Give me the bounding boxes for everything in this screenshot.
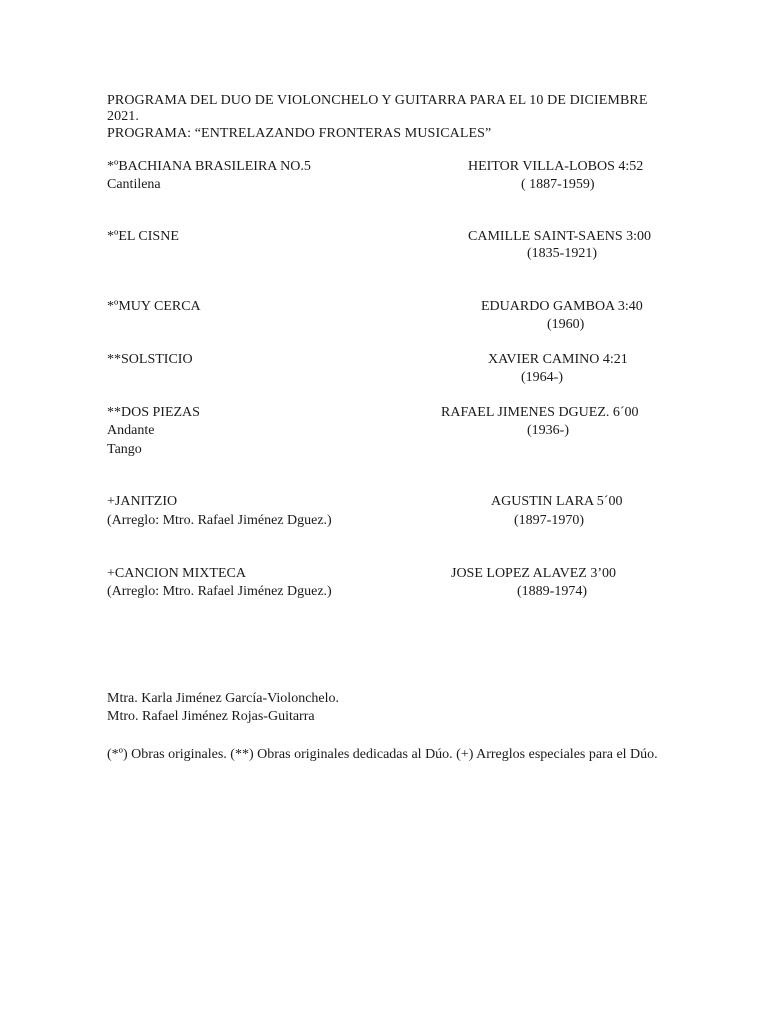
piece-composer: XAVIER CAMINO 4:21 <box>488 352 628 367</box>
piece-years: (1936-) <box>527 423 569 438</box>
piece-composer: HEITOR VILLA-LOBOS 4:52 <box>468 159 644 174</box>
piece-composer: EDUARDO GAMBOA 3:40 <box>481 299 643 314</box>
piece-subtitle: Andante <box>107 423 155 438</box>
piece-subtitle-2: Tango <box>107 442 142 457</box>
piece-title: *ºMUY CERCA <box>107 299 201 314</box>
piece-years: (1960) <box>547 317 585 332</box>
piece-years: ( 1887-1959) <box>521 177 595 192</box>
performer-line-1: Mtra. Karla Jiménez García-Violonchelo. <box>107 691 340 706</box>
piece-composer: CAMILLE SAINT-SAENS 3:00 <box>468 229 652 244</box>
piece-title: *ºBACHIANA BRASILEIRA NO.5 <box>107 159 311 174</box>
piece-composer: RAFAEL JIMENES DGUEZ. 6´00 <box>441 405 639 420</box>
piece-title: +JANITZIO <box>107 494 178 509</box>
piece-title: **SOLSTICIO <box>107 352 193 367</box>
program-title: PROGRAMA: “ENTRELAZANDO FRONTERAS MUSICALES” <box>107 126 492 141</box>
piece-years: (1889-1974) <box>517 584 587 599</box>
piece-subtitle: (Arreglo: Mtro. Rafael Jiménez Dguez.) <box>107 513 332 528</box>
piece-subtitle: Cantilena <box>107 177 161 192</box>
piece-title: **DOS PIEZAS <box>107 405 200 420</box>
piece-years: (1897-1970) <box>514 513 584 528</box>
piece-years: (1964-) <box>521 370 563 385</box>
piece-title: *ºEL CISNE <box>107 229 179 244</box>
performer-line-2: Mtro. Rafael Jiménez Rojas-Guitarra <box>107 709 315 724</box>
piece-composer: AGUSTIN LARA 5´00 <box>491 494 623 509</box>
header-line-2: 2021. <box>107 109 139 124</box>
header-line-1: PROGRAMA DEL DUO DE VIOLONCHELO Y GUITARRA PARA EL 10 DE DICIEMBRE <box>107 93 648 108</box>
piece-years: (1835-1921) <box>527 246 597 261</box>
legend-notes: (*º) Obras originales. (**) Obras originales dedicadas al Dúo. (+) Arreglos especiales para el Dúo. <box>107 747 658 762</box>
piece-title: +CANCION MIXTECA <box>107 566 246 581</box>
piece-composer: JOSE LOPEZ ALAVEZ 3’00 <box>451 566 617 581</box>
piece-subtitle: (Arreglo: Mtro. Rafael Jiménez Dguez.) <box>107 584 332 599</box>
